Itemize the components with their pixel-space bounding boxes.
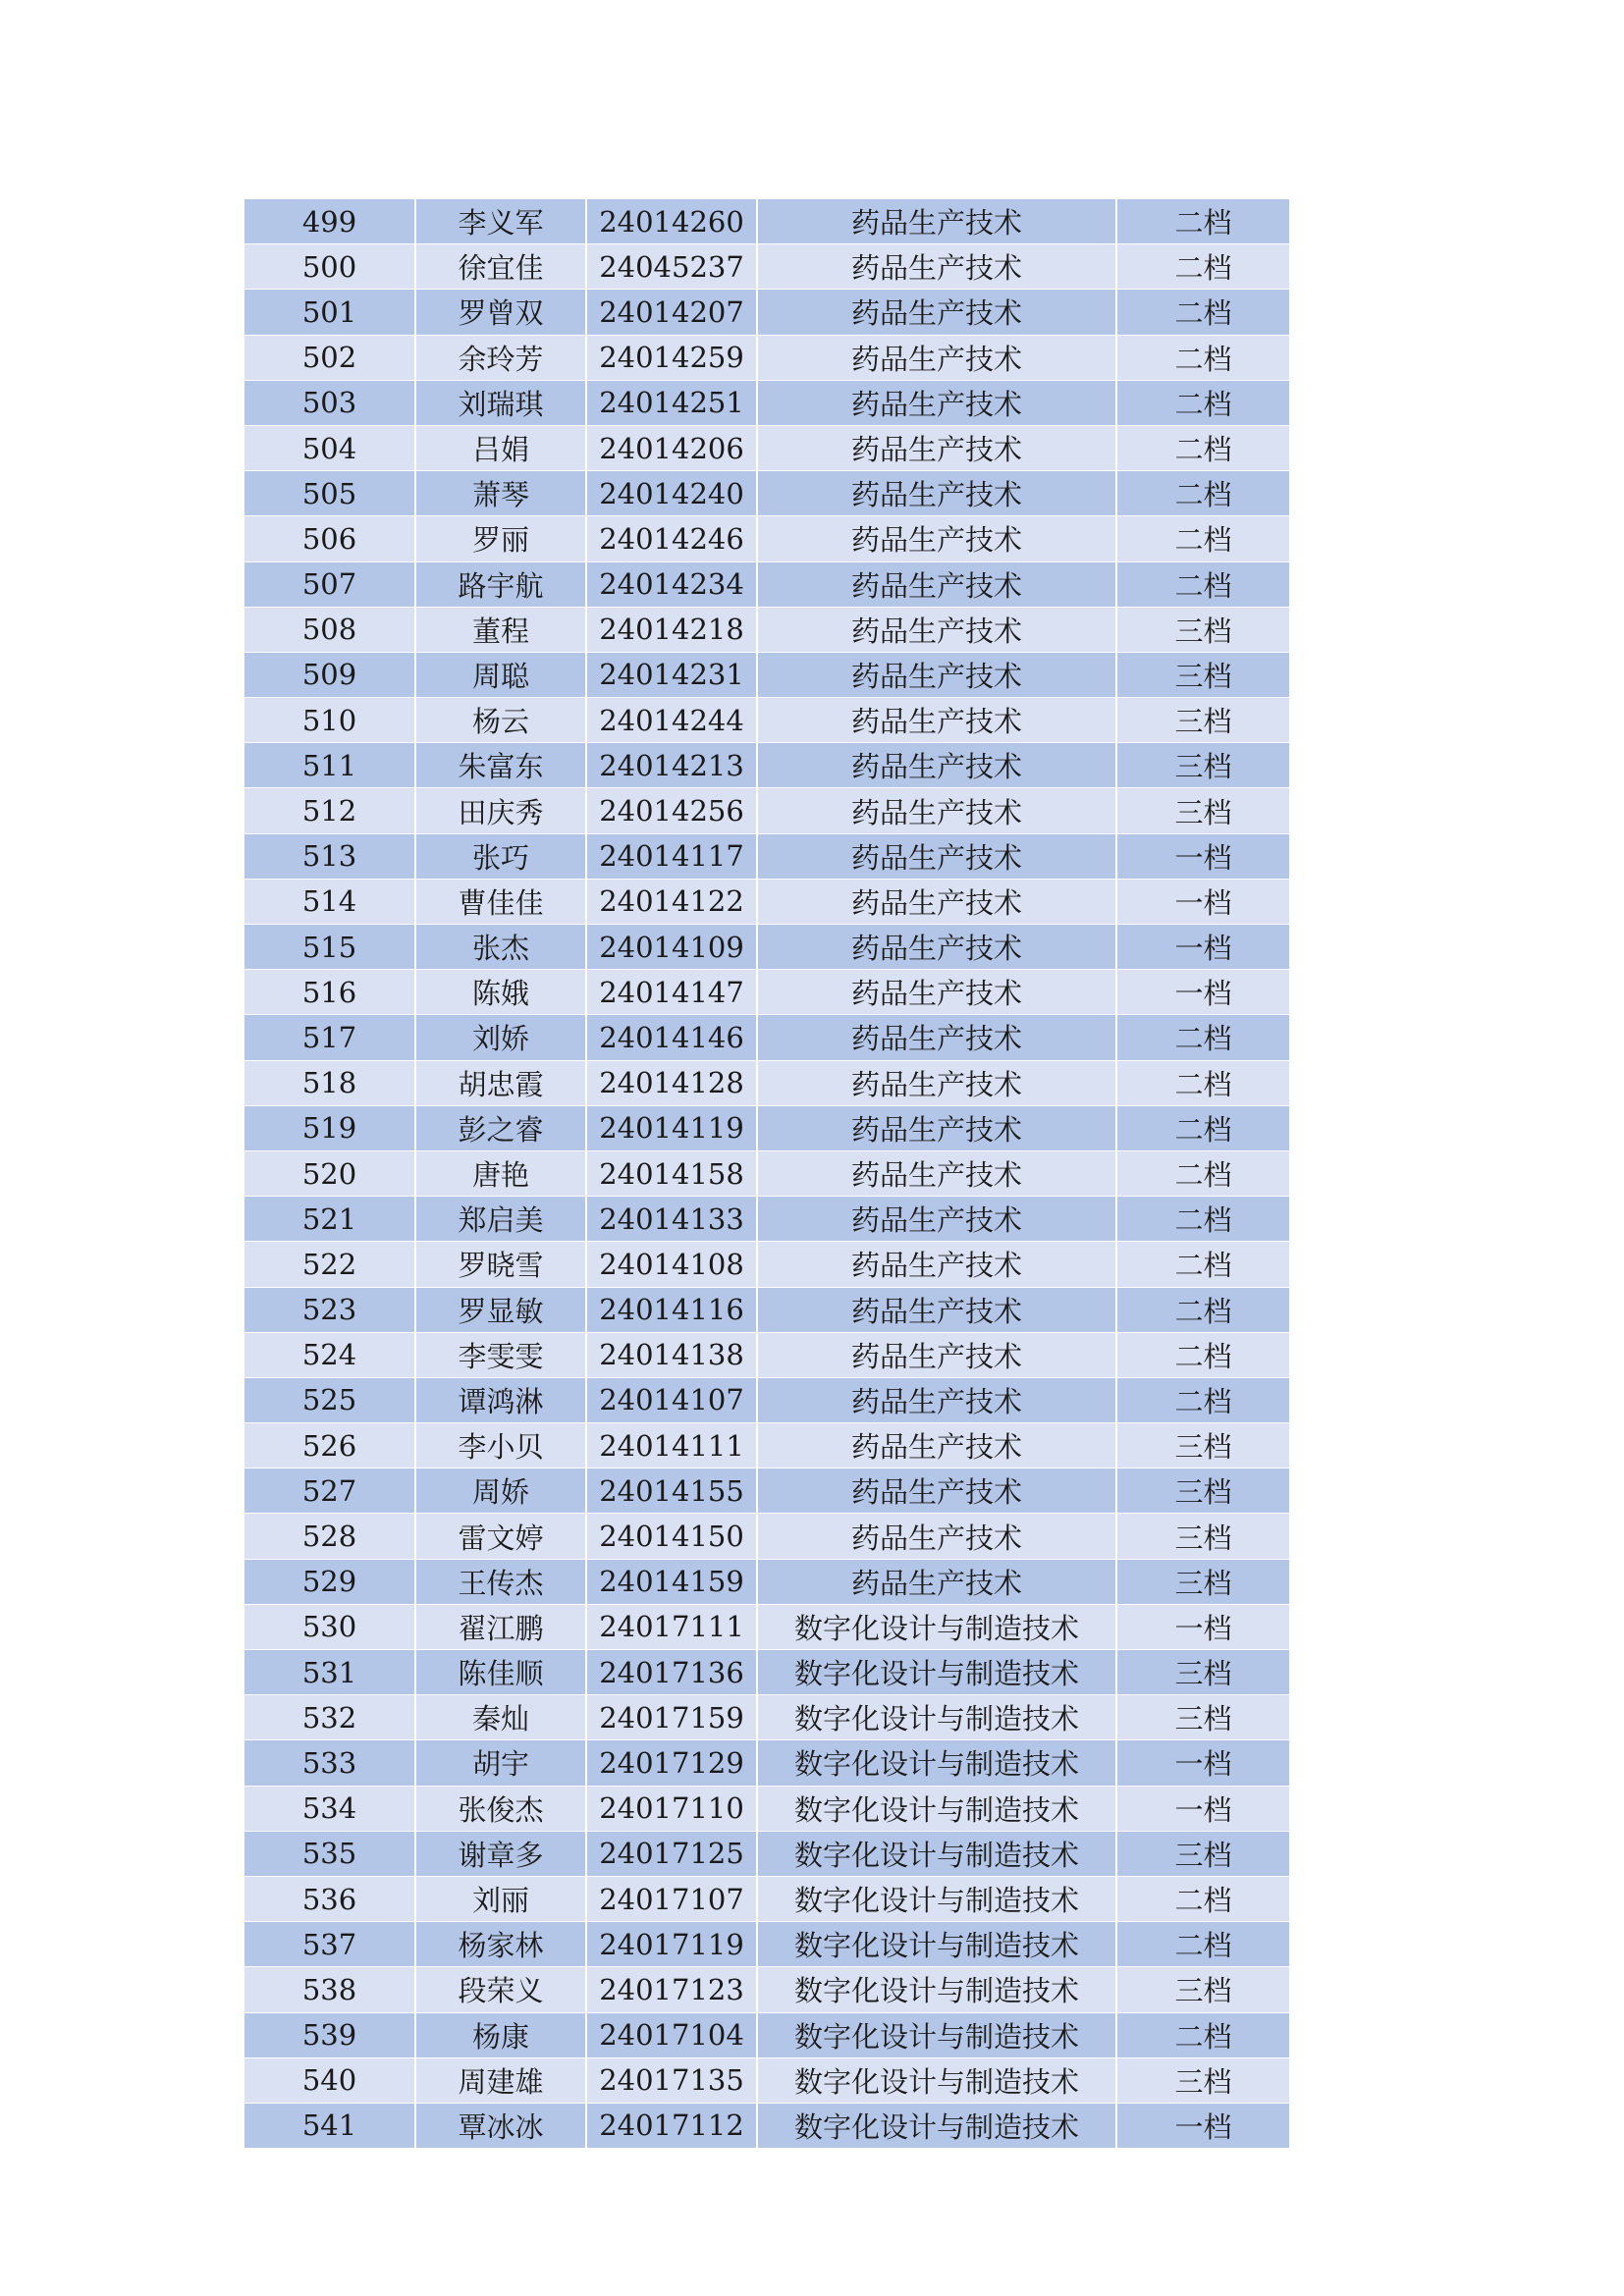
major-cell: 药品生产技术 [757, 425, 1116, 470]
table-row [244, 471, 1289, 516]
student-name-cell: 彭之睿 [415, 1105, 586, 1150]
major-cell: 数字化设计与制造技术 [757, 1740, 1116, 1786]
tier-cell: 二档 [1116, 1287, 1289, 1332]
student-name-cell: 罗显敏 [415, 1287, 586, 1332]
student-id-cell: 24017125 [586, 1831, 757, 1876]
student-id-cell: 24014109 [586, 925, 757, 970]
table-row [244, 290, 1289, 335]
tier-cell: 三档 [1116, 1650, 1289, 1695]
table-row [244, 879, 1289, 924]
student-id-cell: 24014119 [586, 1105, 757, 1150]
major-cell: 数字化设计与制造技术 [757, 1922, 1116, 1967]
tier-cell: 三档 [1116, 607, 1289, 652]
tier-cell: 二档 [1116, 1876, 1289, 1921]
student-id-cell: 24014240 [586, 471, 757, 516]
table-row [244, 788, 1289, 833]
tier-cell: 二档 [1116, 1015, 1289, 1060]
table-row [244, 1332, 1289, 1377]
student-name-cell: 杨云 [415, 698, 586, 743]
student-id-cell: 24014213 [586, 743, 757, 788]
student-name-cell: 杨康 [415, 2012, 586, 2057]
tier-cell: 三档 [1116, 2057, 1289, 2103]
tier-cell: 三档 [1116, 743, 1289, 788]
student-name-cell: 杨家林 [415, 1922, 586, 1967]
student-name-cell: 周娇 [415, 1468, 586, 1514]
major-cell: 药品生产技术 [757, 290, 1116, 335]
major-cell: 药品生产技术 [757, 925, 1116, 970]
student-name-cell: 田庆秀 [415, 788, 586, 833]
student-name-cell: 董程 [415, 607, 586, 652]
tier-cell: 二档 [1116, 1332, 1289, 1377]
major-cell: 数字化设计与制造技术 [757, 1604, 1116, 1649]
student-id-cell: 24014107 [586, 1377, 757, 1422]
row-number-cell: 503 [244, 380, 415, 425]
tier-cell: 二档 [1116, 335, 1289, 380]
tier-cell: 二档 [1116, 1377, 1289, 1422]
student-id-cell: 24017110 [586, 1786, 757, 1831]
row-number-cell: 515 [244, 925, 415, 970]
row-number-cell: 504 [244, 425, 415, 470]
row-number-cell: 540 [244, 2057, 415, 2103]
tier-cell: 二档 [1116, 1242, 1289, 1287]
tier-cell: 二档 [1116, 380, 1289, 425]
table-row [244, 1287, 1289, 1332]
major-cell: 药品生产技术 [757, 970, 1116, 1015]
student-id-cell: 24014116 [586, 1287, 757, 1332]
tier-cell: 三档 [1116, 1559, 1289, 1604]
student-name-cell: 周建雄 [415, 2057, 586, 2103]
student-name-cell: 张俊杰 [415, 1786, 586, 1831]
student-name-cell: 刘娇 [415, 1015, 586, 1060]
tier-cell: 二档 [1116, 1922, 1289, 1967]
student-name-cell: 陈娥 [415, 970, 586, 1015]
table-row [244, 1922, 1289, 1967]
student-name-cell: 翟江鹏 [415, 1604, 586, 1649]
row-number-cell: 516 [244, 970, 415, 1015]
tier-cell: 二档 [1116, 1197, 1289, 1242]
tier-cell: 一档 [1116, 970, 1289, 1015]
major-cell: 药品生产技术 [757, 833, 1116, 879]
tier-cell: 二档 [1116, 199, 1289, 244]
roster-table-body [244, 199, 1289, 2149]
student-name-cell: 覃冰冰 [415, 2103, 586, 2148]
table-row [244, 1514, 1289, 1559]
student-name-cell: 陈佳顺 [415, 1650, 586, 1695]
major-cell: 数字化设计与制造技术 [757, 2057, 1116, 2103]
student-name-cell: 李雯雯 [415, 1332, 586, 1377]
tier-cell: 一档 [1116, 1740, 1289, 1786]
tier-cell: 一档 [1116, 1786, 1289, 1831]
major-cell: 药品生产技术 [757, 698, 1116, 743]
row-number-cell: 519 [244, 1105, 415, 1150]
table-row [244, 1786, 1289, 1831]
student-name-cell: 朱富东 [415, 743, 586, 788]
tier-cell: 二档 [1116, 425, 1289, 470]
table-row [244, 1060, 1289, 1105]
tier-cell: 三档 [1116, 1423, 1289, 1468]
major-cell: 药品生产技术 [757, 1197, 1116, 1242]
student-name-cell: 刘瑞琪 [415, 380, 586, 425]
student-id-cell: 24045237 [586, 244, 757, 290]
table-row [244, 1876, 1289, 1921]
student-name-cell: 李小贝 [415, 1423, 586, 1468]
student-name-cell: 张巧 [415, 833, 586, 879]
row-number-cell: 536 [244, 1876, 415, 1921]
row-number-cell: 501 [244, 290, 415, 335]
student-name-cell: 萧琴 [415, 471, 586, 516]
table-row [244, 335, 1289, 380]
table-row [244, 2012, 1289, 2057]
student-id-cell: 24017107 [586, 1876, 757, 1921]
major-cell: 药品生产技术 [757, 1015, 1116, 1060]
tier-cell: 三档 [1116, 1695, 1289, 1740]
row-number-cell: 509 [244, 652, 415, 697]
major-cell: 数字化设计与制造技术 [757, 2103, 1116, 2148]
major-cell: 药品生产技术 [757, 1150, 1116, 1196]
student-id-cell: 24014207 [586, 290, 757, 335]
tier-cell: 一档 [1116, 1604, 1289, 1649]
major-cell: 数字化设计与制造技术 [757, 1876, 1116, 1921]
major-cell: 数字化设计与制造技术 [757, 1786, 1116, 1831]
student-name-cell: 徐宜佳 [415, 244, 586, 290]
row-number-cell: 538 [244, 1967, 415, 2012]
major-cell: 药品生产技术 [757, 380, 1116, 425]
student-id-cell: 24014231 [586, 652, 757, 697]
major-cell: 数字化设计与制造技术 [757, 1967, 1116, 2012]
tier-cell: 一档 [1116, 833, 1289, 879]
table-row [244, 2103, 1289, 2148]
student-id-cell: 24014218 [586, 607, 757, 652]
tier-cell: 三档 [1116, 1468, 1289, 1514]
table-row [244, 561, 1289, 607]
row-number-cell: 541 [244, 2103, 415, 2148]
row-number-cell: 507 [244, 561, 415, 607]
row-number-cell: 531 [244, 1650, 415, 1695]
row-number-cell: 526 [244, 1423, 415, 1468]
tier-cell: 三档 [1116, 1514, 1289, 1559]
student-name-cell: 谭鸿淋 [415, 1377, 586, 1422]
major-cell: 药品生产技术 [757, 335, 1116, 380]
major-cell: 药品生产技术 [757, 244, 1116, 290]
tier-cell: 二档 [1116, 1105, 1289, 1150]
major-cell: 药品生产技术 [757, 879, 1116, 924]
major-cell: 药品生产技术 [757, 1377, 1116, 1422]
table-row [244, 607, 1289, 652]
row-number-cell: 510 [244, 698, 415, 743]
tier-cell: 三档 [1116, 788, 1289, 833]
row-number-cell: 520 [244, 1150, 415, 1196]
student-id-cell: 24014259 [586, 335, 757, 380]
table-row [244, 1650, 1289, 1695]
student-id-cell: 24014251 [586, 380, 757, 425]
table-row [244, 1740, 1289, 1786]
student-name-cell: 曹佳佳 [415, 879, 586, 924]
student-name-cell: 刘丽 [415, 1876, 586, 1921]
student-id-cell: 24017123 [586, 1967, 757, 2012]
row-number-cell: 525 [244, 1377, 415, 1422]
student-id-cell: 24017112 [586, 2103, 757, 2148]
row-number-cell: 539 [244, 2012, 415, 2057]
tier-cell: 一档 [1116, 2103, 1289, 2148]
student-name-cell: 路宇航 [415, 561, 586, 607]
student-id-cell: 24014244 [586, 698, 757, 743]
row-number-cell: 513 [244, 833, 415, 879]
row-number-cell: 505 [244, 471, 415, 516]
row-number-cell: 511 [244, 743, 415, 788]
student-id-cell: 24014146 [586, 1015, 757, 1060]
student-id-cell: 24014159 [586, 1559, 757, 1604]
student-name-cell: 罗丽 [415, 516, 586, 561]
student-name-cell: 胡宇 [415, 1740, 586, 1786]
table-row [244, 1695, 1289, 1740]
major-cell: 药品生产技术 [757, 1287, 1116, 1332]
student-name-cell: 王传杰 [415, 1559, 586, 1604]
tier-cell: 三档 [1116, 1831, 1289, 1876]
major-cell: 数字化设计与制造技术 [757, 2012, 1116, 2057]
major-cell: 药品生产技术 [757, 1423, 1116, 1468]
row-number-cell: 535 [244, 1831, 415, 1876]
student-name-cell: 胡忠霞 [415, 1060, 586, 1105]
student-id-cell: 24014150 [586, 1514, 757, 1559]
tier-cell: 一档 [1116, 879, 1289, 924]
student-id-cell: 24017135 [586, 2057, 757, 2103]
row-number-cell: 533 [244, 1740, 415, 1786]
table-row [244, 1242, 1289, 1287]
major-cell: 药品生产技术 [757, 1060, 1116, 1105]
student-name-cell: 秦灿 [415, 1695, 586, 1740]
student-roster-table [244, 199, 1289, 2149]
student-id-cell: 24017119 [586, 1922, 757, 1967]
major-cell: 药品生产技术 [757, 199, 1116, 244]
student-id-cell: 24014122 [586, 879, 757, 924]
tier-cell: 三档 [1116, 698, 1289, 743]
student-id-cell: 24014117 [586, 833, 757, 879]
row-number-cell: 512 [244, 788, 415, 833]
major-cell: 药品生产技术 [757, 1242, 1116, 1287]
row-number-cell: 529 [244, 1559, 415, 1604]
major-cell: 药品生产技术 [757, 471, 1116, 516]
row-number-cell: 528 [244, 1514, 415, 1559]
table-row [244, 1604, 1289, 1649]
table-row [244, 1559, 1289, 1604]
table-row [244, 244, 1289, 290]
tier-cell: 二档 [1116, 516, 1289, 561]
table-row [244, 698, 1289, 743]
student-name-cell: 谢章多 [415, 1831, 586, 1876]
table-row [244, 833, 1289, 879]
major-cell: 药品生产技术 [757, 561, 1116, 607]
table-row [244, 199, 1289, 244]
student-name-cell: 罗曾双 [415, 290, 586, 335]
student-id-cell: 24014128 [586, 1060, 757, 1105]
tier-cell: 二档 [1116, 290, 1289, 335]
tier-cell: 三档 [1116, 1967, 1289, 2012]
tier-cell: 三档 [1116, 652, 1289, 697]
student-id-cell: 24014147 [586, 970, 757, 1015]
row-number-cell: 534 [244, 1786, 415, 1831]
row-number-cell: 514 [244, 879, 415, 924]
table-row [244, 1831, 1289, 1876]
student-id-cell: 24014138 [586, 1332, 757, 1377]
student-id-cell: 24014260 [586, 199, 757, 244]
table-row [244, 425, 1289, 470]
student-id-cell: 24014234 [586, 561, 757, 607]
student-id-cell: 24014246 [586, 516, 757, 561]
table-row [244, 1967, 1289, 2012]
major-cell: 数字化设计与制造技术 [757, 1695, 1116, 1740]
tier-cell: 二档 [1116, 1150, 1289, 1196]
table-row [244, 743, 1289, 788]
tier-cell: 二档 [1116, 1060, 1289, 1105]
major-cell: 药品生产技术 [757, 743, 1116, 788]
student-name-cell: 吕娟 [415, 425, 586, 470]
student-name-cell: 张杰 [415, 925, 586, 970]
student-name-cell: 郑启美 [415, 1197, 586, 1242]
row-number-cell: 508 [244, 607, 415, 652]
student-name-cell: 周聪 [415, 652, 586, 697]
student-id-cell: 24017111 [586, 1604, 757, 1649]
row-number-cell: 517 [244, 1015, 415, 1060]
major-cell: 药品生产技术 [757, 1105, 1116, 1150]
student-id-cell: 24014133 [586, 1197, 757, 1242]
row-number-cell: 522 [244, 1242, 415, 1287]
student-name-cell: 雷文婷 [415, 1514, 586, 1559]
row-number-cell: 518 [244, 1060, 415, 1105]
table-row [244, 1197, 1289, 1242]
major-cell: 数字化设计与制造技术 [757, 1650, 1116, 1695]
tier-cell: 二档 [1116, 471, 1289, 516]
student-id-cell: 24014111 [586, 1423, 757, 1468]
row-number-cell: 500 [244, 244, 415, 290]
table-row [244, 1468, 1289, 1514]
tier-cell: 二档 [1116, 2012, 1289, 2057]
row-number-cell: 521 [244, 1197, 415, 1242]
table-row [244, 1423, 1289, 1468]
student-name-cell: 余玲芳 [415, 335, 586, 380]
row-number-cell: 537 [244, 1922, 415, 1967]
row-number-cell: 524 [244, 1332, 415, 1377]
student-id-cell: 24014158 [586, 1150, 757, 1196]
row-number-cell: 523 [244, 1287, 415, 1332]
student-id-cell: 24014206 [586, 425, 757, 470]
row-number-cell: 499 [244, 199, 415, 244]
row-number-cell: 527 [244, 1468, 415, 1514]
major-cell: 药品生产技术 [757, 516, 1116, 561]
student-name-cell: 唐艳 [415, 1150, 586, 1196]
row-number-cell: 506 [244, 516, 415, 561]
student-id-cell: 24017136 [586, 1650, 757, 1695]
row-number-cell: 532 [244, 1695, 415, 1740]
major-cell: 药品生产技术 [757, 1332, 1116, 1377]
student-id-cell: 24017104 [586, 2012, 757, 2057]
student-id-cell: 24017159 [586, 1695, 757, 1740]
table-row [244, 925, 1289, 970]
table-row [244, 1015, 1289, 1060]
table-row [244, 380, 1289, 425]
major-cell: 药品生产技术 [757, 1559, 1116, 1604]
student-id-cell: 24014155 [586, 1468, 757, 1514]
major-cell: 药品生产技术 [757, 1468, 1116, 1514]
tier-cell: 二档 [1116, 244, 1289, 290]
student-id-cell: 24014108 [586, 1242, 757, 1287]
student-id-cell: 24014256 [586, 788, 757, 833]
table-row [244, 970, 1289, 1015]
row-number-cell: 502 [244, 335, 415, 380]
table-row [244, 2057, 1289, 2103]
table-row [244, 652, 1289, 697]
major-cell: 药品生产技术 [757, 652, 1116, 697]
major-cell: 药品生产技术 [757, 607, 1116, 652]
student-name-cell: 段荣义 [415, 1967, 586, 2012]
table-row [244, 1150, 1289, 1196]
table-row [244, 516, 1289, 561]
tier-cell: 一档 [1116, 925, 1289, 970]
student-name-cell: 罗晓雪 [415, 1242, 586, 1287]
major-cell: 药品生产技术 [757, 788, 1116, 833]
tier-cell: 二档 [1116, 561, 1289, 607]
major-cell: 数字化设计与制造技术 [757, 1831, 1116, 1876]
table-row [244, 1105, 1289, 1150]
major-cell: 药品生产技术 [757, 1514, 1116, 1559]
row-number-cell: 530 [244, 1604, 415, 1649]
student-id-cell: 24017129 [586, 1740, 757, 1786]
table-row [244, 1377, 1289, 1422]
student-name-cell: 李义军 [415, 199, 586, 244]
